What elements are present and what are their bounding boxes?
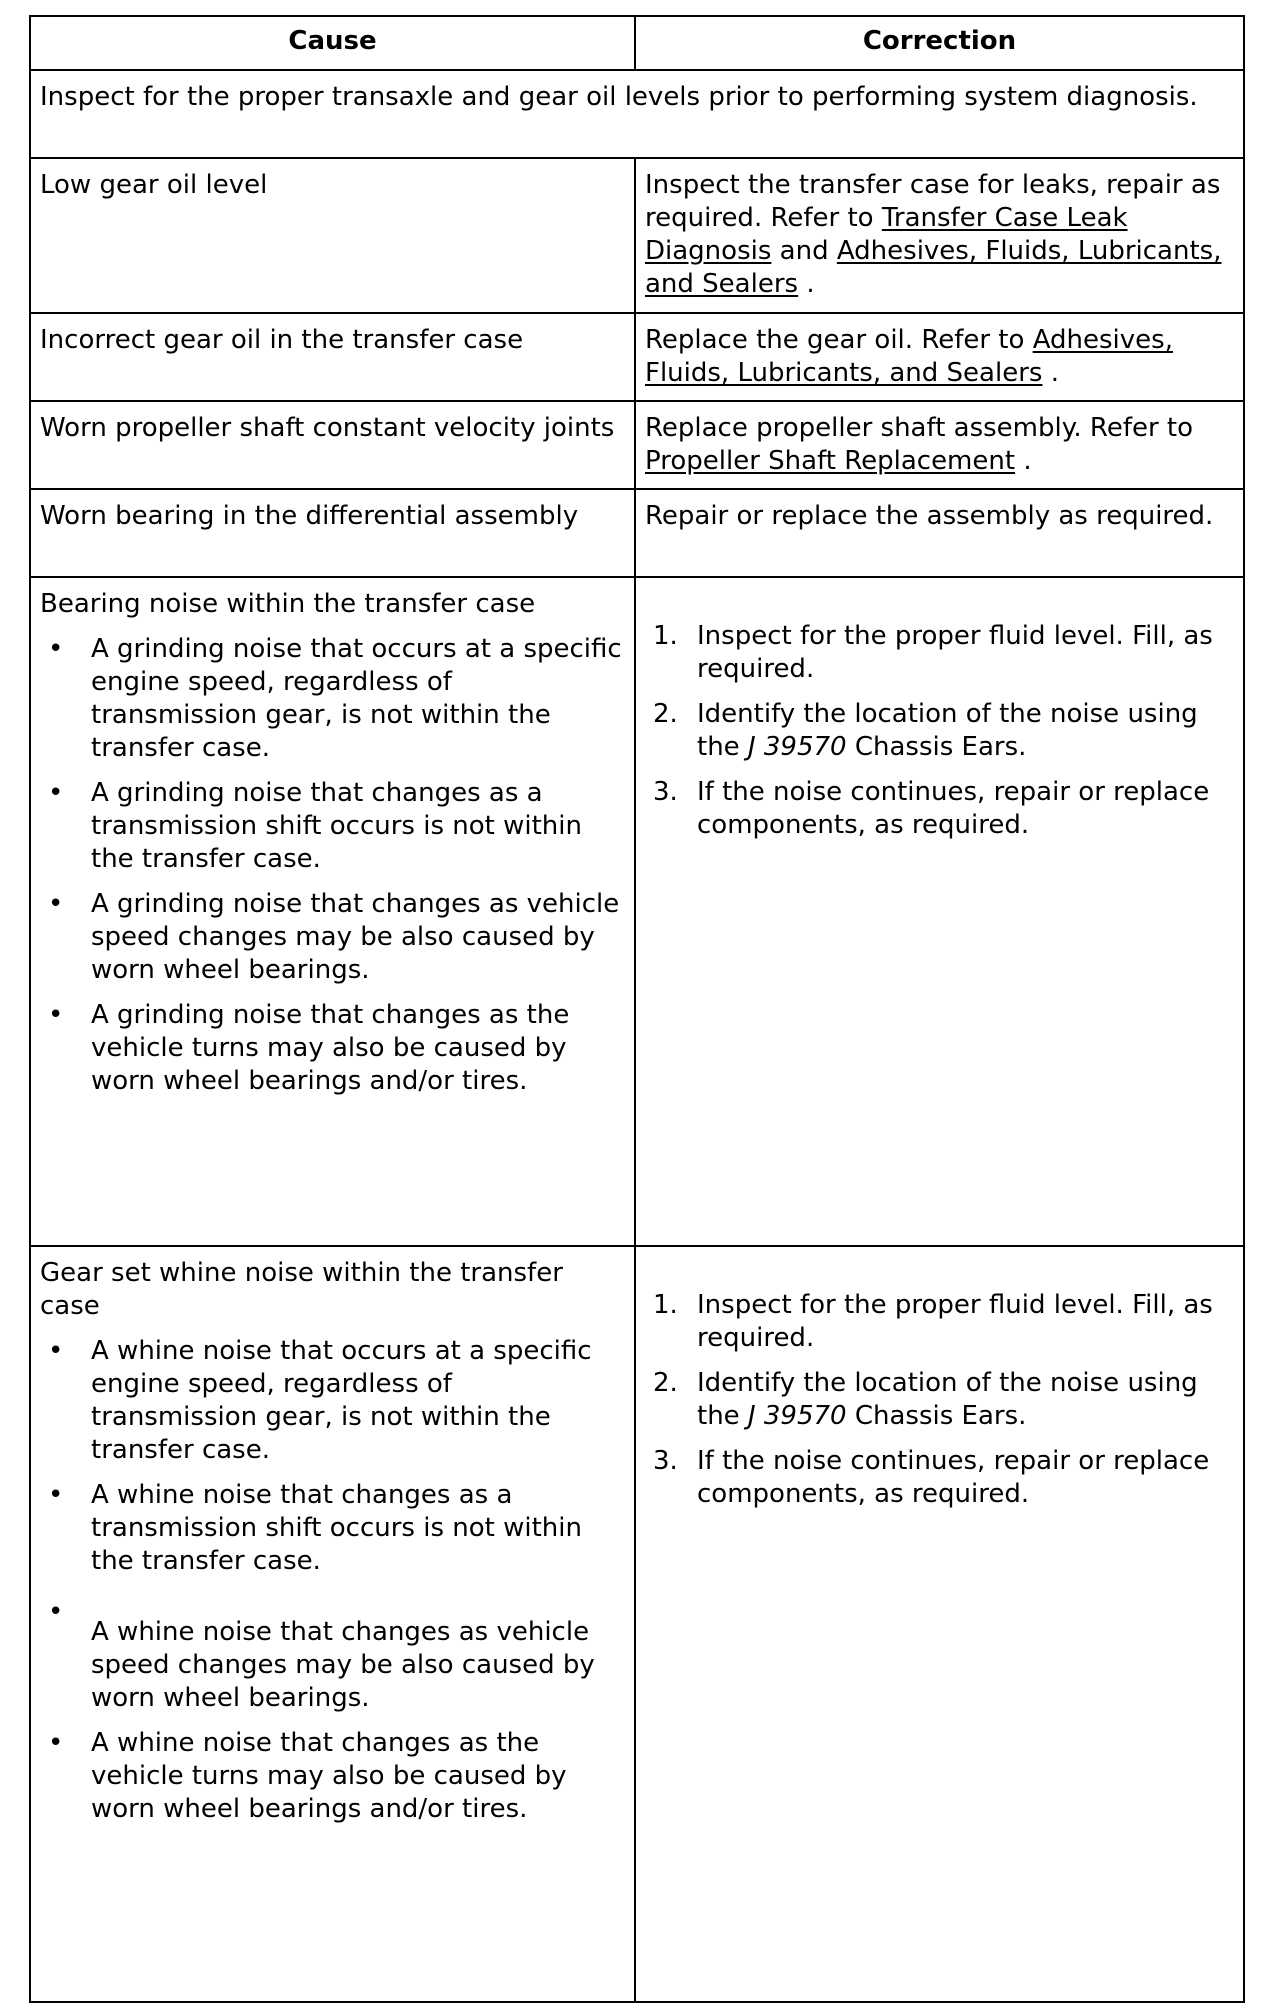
list-item [40,1727,625,1826]
header-row [30,16,1244,70]
list-item [40,1479,625,1578]
list-item-text: A grinding noise that changes as vehicle speed changes may be also caused by worn wheel bearings. [91,889,620,985]
correction-text: Replace propeller shaft assembly. Refer to [645,413,1194,443]
step-text: Inspect for the proper fluid level. Fill, as required. [697,1290,1213,1353]
list-item [40,1596,625,1715]
steps-list [645,1289,1234,1511]
list-item-text: A whine noise that changes as vehicle speed changes may be also caused by worn wheel bearings. [91,1617,595,1713]
cause-title: Bearing noise within the transfer case [40,589,536,619]
step-text: Chassis Ears. [846,732,1027,762]
symptom-list [40,1335,625,1826]
intro-row [30,70,1244,158]
cause-cell [30,577,635,1246]
step-text: If the noise continues, repair or replace components, as required. [697,1446,1210,1509]
steps-list [645,620,1234,842]
list-item [645,1445,1234,1511]
adhesives-fluids-link[interactable]: Adhesives, Fluids, Lubricants, and Sealers [645,325,1173,388]
adhesives-fluids-link[interactable]: Adhesives, Fluids, Lubricants, and Sealers [645,236,1222,299]
step-text: Chassis Ears. [846,1401,1027,1431]
table-row [30,401,1244,489]
step-number: 1. [653,621,678,651]
step-number: 3. [653,1446,678,1476]
list-item [40,888,625,987]
step-number: 2. [653,699,678,729]
propeller-shaft-replacement-link[interactable]: Propeller Shaft Replacement [645,446,1016,476]
correction-cell [635,489,1244,577]
bullet-icon: • [48,778,64,808]
cause-text: Incorrect gear oil in the transfer case [40,325,524,355]
tool-number: J 39570 [747,1401,847,1431]
list-item-text: A whine noise that changes as the vehicle turns may also be caused by worn wheel bearings and/or tires. [91,1728,567,1824]
correction-header: Correction [635,16,1244,70]
cause-cell [30,401,635,489]
bullet-icon: • [48,889,64,919]
step-text: Inspect for the proper fluid level. Fill, as required. [697,621,1213,684]
list-item-text: A whine noise that occurs at a specific engine speed, regardless of transmission gear, is not within the transfer case. [91,1336,592,1465]
correction-text: and [771,236,837,266]
list-item [40,999,625,1098]
table-row [30,577,1244,1246]
table-row [30,1246,1244,2002]
correction-text: Replace the gear oil. Refer to [645,325,1033,355]
diagnostic-table [29,15,1245,2003]
list-item [645,1367,1234,1433]
transfer-case-leak-diagnosis-link[interactable]: Transfer Case Leak Diagnosis [645,203,1128,266]
diagnostic-table-page [29,15,1243,2003]
list-item [645,620,1234,686]
list-item [40,1335,625,1467]
cause-text: Worn bearing in the differential assembly [40,501,579,531]
table-row [30,158,1244,313]
list-item-text: A grinding noise that occurs at a specific engine speed, regardless of transmission gear, is not within the transfer case. [91,634,622,763]
cause-cell [30,489,635,577]
bullet-icon: • [48,1336,64,1366]
step-number: 1. [653,1290,678,1320]
step-number: 2. [653,1368,678,1398]
cause-title: Gear set whine noise within the transfer case [40,1258,563,1321]
list-item-text: A grinding noise that changes as a transmission shift occurs is not within the transfer case. [91,778,582,874]
step-number: 3. [653,777,678,807]
bullet-icon: • [48,1480,64,1510]
tool-number: J 39570 [747,732,847,762]
list-item [645,698,1234,764]
correction-text: . [798,269,815,299]
correction-text: . [1015,446,1032,476]
table-row [30,489,1244,577]
step-text: Identify the location of the noise using the [697,1368,1198,1431]
cause-text: Worn propeller shaft constant velocity joints [40,413,615,443]
correction-text: . [1042,358,1059,388]
correction-cell [635,158,1244,313]
correction-cell [635,313,1244,401]
list-item-text: A grinding noise that changes as the vehicle turns may also be caused by worn wheel bearings and/or tires. [91,1000,570,1096]
correction-cell [635,401,1244,489]
correction-cell [635,577,1244,1246]
bullet-icon: • [48,1000,64,1030]
bullet-icon: • [48,1728,64,1758]
list-item [645,776,1234,842]
intro-note: Inspect for the proper transaxle and gear oil levels prior to performing system diagnosis. [30,70,1244,158]
step-text: Identify the location of the noise using the [697,699,1198,762]
bullet-icon: • [48,1597,64,1627]
correction-text: Repair or replace the assembly as required. [645,501,1214,531]
list-item-text: A whine noise that changes as a transmission shift occurs is not within the transfer case. [91,1480,582,1576]
correction-cell [635,1246,1244,2002]
bullet-icon: • [48,634,64,664]
list-item [40,777,625,876]
table-row [30,313,1244,401]
cause-cell [30,158,635,313]
cause-header: Cause [30,16,635,70]
list-item [40,633,625,765]
correction-text: Inspect the transfer case for leaks, repair as required. Refer to [645,170,1221,233]
symptom-list [40,633,625,1098]
step-text: If the noise continues, repair or replace components, as required. [697,777,1210,840]
list-item [645,1289,1234,1355]
cause-cell [30,1246,635,2002]
cause-text: Low gear oil level [40,170,268,200]
cause-cell [30,313,635,401]
